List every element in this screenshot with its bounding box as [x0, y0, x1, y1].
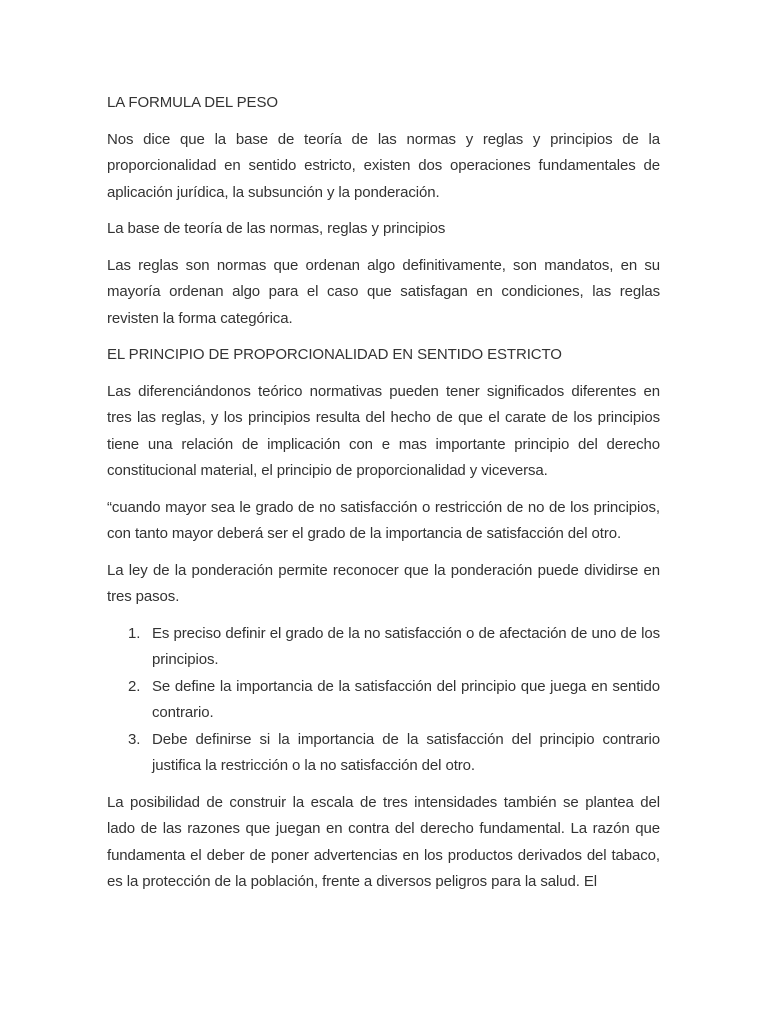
section-heading-proportionality: EL PRINCIPIO DE PROPORCIONALIDAD EN SENTIDO ESTRICTO: [107, 346, 562, 363]
list-item-number: 3.: [128, 730, 141, 748]
document-body: [107, 90, 660, 896]
list-item: [107, 727, 660, 780]
paragraph-weighting-law: La ley de la ponderación permite reconocer que la ponderación puede dividirse en tres pasos.: [107, 561, 660, 605]
list-item: [107, 621, 660, 674]
list-item-number: 1.: [128, 624, 141, 642]
document-title: LA FORMULA DEL PESO: [107, 94, 278, 111]
list-item: [107, 674, 660, 727]
list-item-text: Debe definirse si la importancia de la satisfacción del principio contrario justifica la restricción o la no satisfacción del otro.: [152, 730, 660, 774]
weighting-steps-list: [107, 621, 660, 780]
subheading-norms: La base de teoría de las normas, reglas y principios: [107, 220, 446, 237]
paragraph-intro: Nos dice que la base de teoría de las normas y reglas y principios de la proporcionalidad en sentido estricto, existen dos operaciones fundamentales de aplicación jurídica, la subsunción y la ponderación.: [107, 130, 660, 201]
paragraph-differentiation: Las diferenciándonos teórico normativas pueden tener significados diferentes en tres las reglas, y los principios resulta del hecho de que el carate de los principios tiene una relación de implicación con e mas importante principio del derecho constitucional material, el principio de proporcionalidad y viceversa.: [107, 382, 660, 479]
list-item-text: Se define la importancia de la satisfacción del principio que juega en sentido contrario.: [152, 677, 660, 721]
paragraph-rules: Las reglas son normas que ordenan algo definitivamente, son mandatos, en su mayoría ordenan algo para el caso que satisfagan en condiciones, las reglas revisten la forma categórica.: [107, 256, 660, 327]
list-item-number: 2.: [128, 677, 141, 695]
paragraph-quote: “cuando mayor sea le grado de no satisfacción o restricción de no de los principios, con tanto mayor deberá ser el grado de la importancia de satisfacción del otro.: [107, 498, 660, 542]
list-item-text: Es preciso definir el grado de la no satisfacción o de afectación de uno de los principios.: [152, 624, 660, 668]
paragraph-scale: La posibilidad de construir la escala de tres intensidades también se plantea del lado de las razones que juegan en contra del derecho fundamental. La razón que fundamenta el deber de poner advertencias en los productos derivados del tabaco, es la protección de la población, frente a diversos peligros para la salud. El: [107, 793, 660, 890]
